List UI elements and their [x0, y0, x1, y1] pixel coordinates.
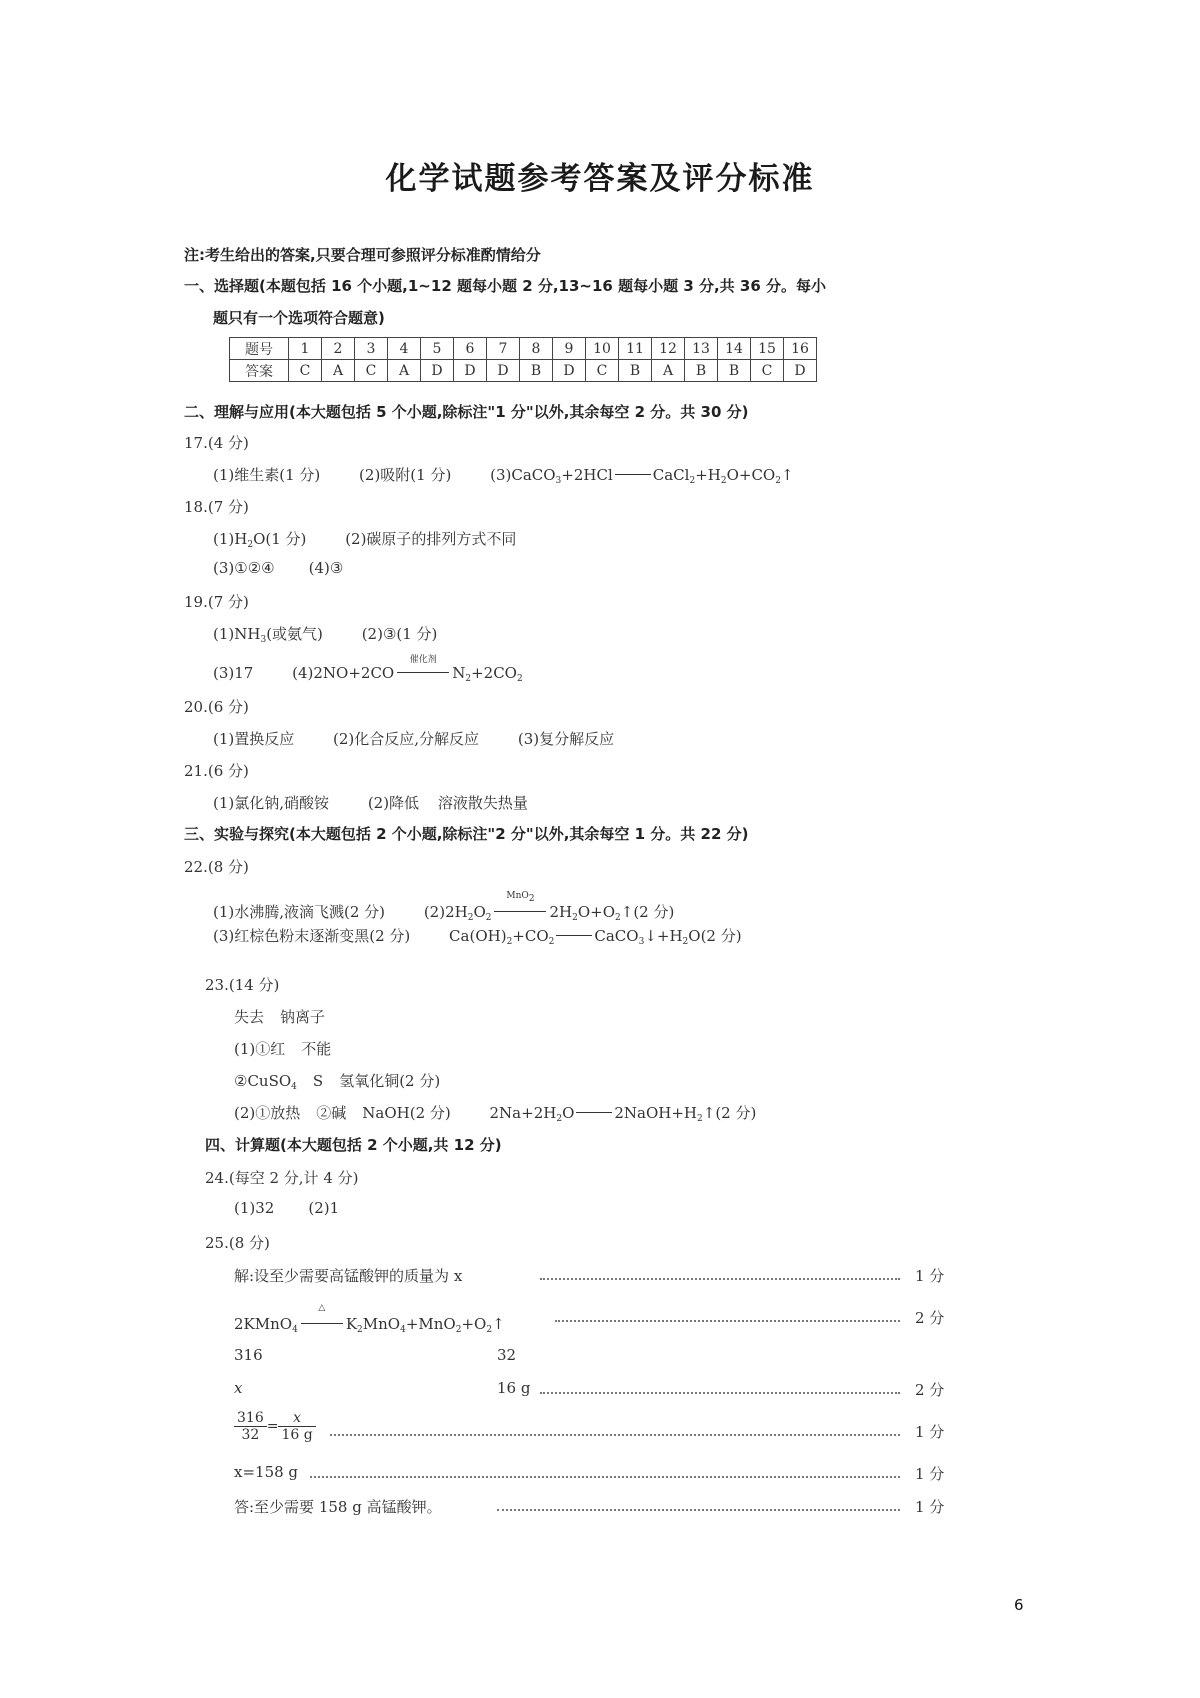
- answer-cell: D: [454, 360, 487, 382]
- q19-head: 19.(7 分): [184, 593, 249, 611]
- section-1-header-line2: 题只有一个选项符合题意): [213, 309, 385, 327]
- answer-cell: D: [784, 360, 817, 382]
- question-number-cell: 6: [454, 338, 487, 360]
- answer-cell: D: [553, 360, 586, 382]
- q25-score-3: 2 分: [915, 1381, 945, 1399]
- q25-line2: 2KMnO$_4$ △ $K_2MnO_4+MnO_2+O_2↑$: [234, 1303, 505, 1335]
- question-number-cell: 11: [619, 338, 652, 360]
- q25-score-2: 2 分: [915, 1309, 945, 1327]
- q23-line2: (1)①红 不能: [234, 1040, 332, 1058]
- question-number-cell: 12: [652, 338, 685, 360]
- q25-proportion: $\frac{316}{32}$ = $\frac{x}{16 g}$: [234, 1410, 316, 1443]
- q22-line2: (3)红棕色粉末逐渐变黑(2 分) $Ca(OH)_2+CO_2$ $CaCO_3↓+H_2O(2$ 分): [213, 927, 742, 947]
- q25-conclusion: 答:至少需要 158 g 高锰酸钾。: [234, 1498, 442, 1516]
- question-number-cell: 16: [784, 338, 817, 360]
- answer-cell: B: [685, 360, 718, 382]
- q25-line4-left: x: [234, 1379, 243, 1397]
- answer-cell: C: [586, 360, 619, 382]
- leader-dots: [330, 1434, 900, 1436]
- question-number-cell: 4: [388, 338, 421, 360]
- q25-score-6: 1 分: [915, 1498, 945, 1516]
- grading-note: 注:考生给出的答案,只要合理可参照评分标准酌情给分: [184, 246, 541, 264]
- q21-answers: (1)氯化钠,硝酸铵 (2)降低 溶液散失热量: [213, 794, 528, 812]
- answer-cell: D: [421, 360, 454, 382]
- answer-cell: B: [520, 360, 553, 382]
- q25-score-5: 1 分: [915, 1465, 945, 1483]
- table-row-numbers: [230, 338, 817, 360]
- leader-dots: [310, 1476, 900, 1478]
- q23-head: 23.(14 分): [205, 976, 280, 994]
- q25-score-4: 1 分: [915, 1423, 945, 1441]
- q18-line2: (3)①②④ (4)③: [213, 559, 344, 577]
- question-number-cell: 1: [289, 338, 322, 360]
- q25-score-1: 1 分: [915, 1267, 945, 1285]
- question-number-cell: 7: [487, 338, 520, 360]
- q25-line3-right: 32: [497, 1346, 517, 1364]
- question-number-cell: 10: [586, 338, 619, 360]
- section-4-header: 四、计算题(本大题包括 2 个小题,共 12 分): [205, 1136, 502, 1154]
- q18-line1: $(1)H_2O(1$ 分) (2)碳原子的排列方式不同: [213, 530, 517, 550]
- q24-head: 24.(每空 2 分,计 4 分): [205, 1169, 359, 1187]
- answer-cell: C: [355, 360, 388, 382]
- answer-cell: B: [718, 360, 751, 382]
- leader-dots: [555, 1320, 900, 1322]
- q18-head: 18.(7 分): [184, 498, 249, 516]
- answer-cell: A: [652, 360, 685, 382]
- leader-dots: [497, 1509, 900, 1511]
- q20-head: 20.(6 分): [184, 698, 249, 716]
- q17-a2: (2)吸附(1 分): [359, 466, 452, 484]
- answer-cell: C: [289, 360, 322, 382]
- question-number-cell: 8: [520, 338, 553, 360]
- page-number: 6: [1014, 1596, 1024, 1614]
- q17-a3: (3)CaCO$_3$+2HCl $CaCl_2+H_2O+CO_2↑$: [490, 466, 794, 486]
- q23-line3: ②CuSO$_4$ S 氢氧化铜(2 分): [234, 1072, 441, 1092]
- q20-answers: (1)置换反应 (2)化合反应,分解反应 (3)复分解反应: [213, 730, 615, 748]
- table-row-answers: [230, 360, 817, 382]
- q17-a1: (1)维生素(1 分): [213, 466, 321, 484]
- q23-line4: (2)①放热 ②碱 NaOH(2 分) $2Na+2H_2O$ $2NaOH+H_2↑(2$ 分): [234, 1104, 757, 1124]
- q23-line1: 失去 钠离子: [234, 1008, 326, 1026]
- q19-line1: $(1)NH_3$(或氨气) (2)③(1 分): [213, 625, 438, 645]
- question-number-cell: 2: [322, 338, 355, 360]
- table-header-cell: 答案: [230, 360, 289, 382]
- answer-table: [229, 337, 817, 382]
- q25-line6: x=158 g: [234, 1463, 299, 1481]
- q17-head: 17.(4 分): [184, 434, 249, 452]
- question-number-cell: 15: [751, 338, 784, 360]
- section-3-header: 三、实验与探究(本大题包括 2 个小题,除标注"2 分"以外,其余每空 1 分。共 22 分): [184, 825, 749, 843]
- q21-head: 21.(6 分): [184, 762, 249, 780]
- q22-head: 22.(8 分): [184, 858, 249, 876]
- q25-line4-right: 16 g: [497, 1379, 531, 1397]
- q22-line1: (1)水沸腾,液滴飞溅(2 分) $(2)2H_2O_2$ MnO2 $2H_2O+O_2↑(2$ 分): [213, 891, 675, 923]
- table-header-cell: 题号: [230, 338, 289, 360]
- question-number-cell: 5: [421, 338, 454, 360]
- q19-line2: (3)17 (4)2NO+2CO 催化剂 $N_2+2CO_2$: [213, 655, 523, 684]
- question-number-cell: 9: [553, 338, 586, 360]
- q17-answers: [213, 464, 794, 486]
- section-2-header: 二、理解与应用(本大题包括 5 个小题,除标注"1 分"以外,其余每空 2 分。共 30 分): [184, 403, 749, 421]
- leader-dots: [540, 1278, 900, 1280]
- answer-cell: C: [751, 360, 784, 382]
- question-number-cell: 3: [355, 338, 388, 360]
- question-number-cell: 13: [685, 338, 718, 360]
- q25-line1: 解:设至少需要高锰酸钾的质量为 x: [234, 1267, 463, 1285]
- q25-head: 25.(8 分): [205, 1234, 270, 1252]
- answer-cell: D: [487, 360, 520, 382]
- section-1-header-line1: 一、选择题(本题包括 16 个小题,1~12 题每小题 2 分,13~16 题每小题 3 分,共 36 分。每小: [184, 277, 826, 295]
- page-title: 化学试题参考答案及评分标准: [385, 161, 815, 197]
- q25-line3-left: 316: [234, 1346, 263, 1364]
- answer-cell: A: [322, 360, 355, 382]
- answer-cell: B: [619, 360, 652, 382]
- leader-dots: [540, 1392, 900, 1394]
- answer-cell: A: [388, 360, 421, 382]
- question-number-cell: 14: [718, 338, 751, 360]
- q24-answers: (1)32 (2)1: [234, 1199, 340, 1217]
